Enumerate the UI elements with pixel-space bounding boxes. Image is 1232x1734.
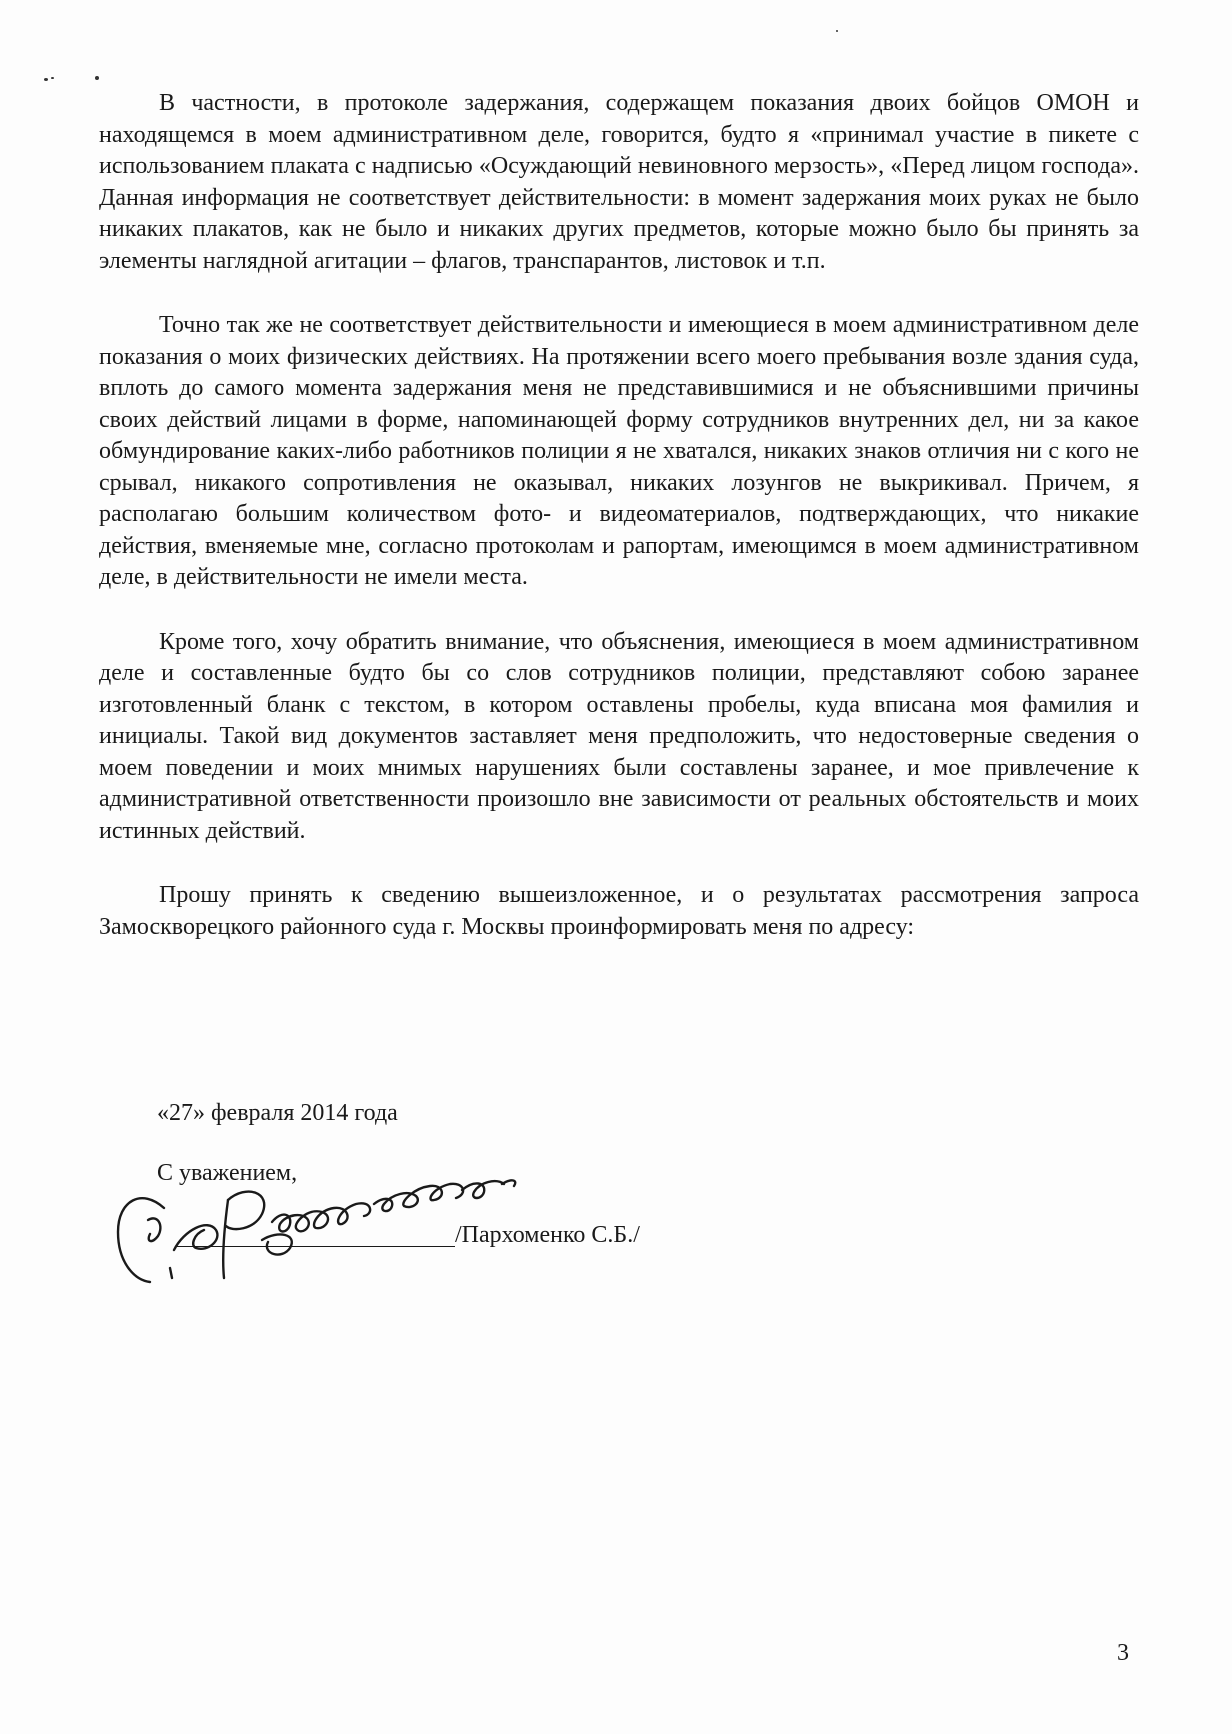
paragraph-4: Прошу принять к сведению вышеизложенное, и о результатах рассмотрения запроса Замоскворецкого районного суда г. Москвы проинформировать меня по адресу:	[99, 882, 1139, 940]
signer-name: /Пархоменко С.Б./	[455, 1222, 640, 1248]
paragraph-3: Кроме того, хочу обратить внимание, что объяснения, имеющиеся в моем административном деле и составленные будто бы со слов сотрудников полиции, представляют собою заранее изготовленный бланк с текстом, в котором оставлены пробелы, куда вписана моя фамилия и инициалы. Такой вид документов заставляет меня предположить, что недостоверные сведения о моем поведении и моих мнимых нарушениях были составлены заранее, и мое привлечение к административной ответственности произошло вне зависимости от реальных обстоятельств и моих истинных действий.	[99, 628, 1139, 844]
closing-salutation: С уважением,	[157, 1160, 298, 1186]
handwritten-signature	[112, 1170, 572, 1295]
page-number: 3	[1117, 1640, 1129, 1666]
paragraph-2: Точно так же не соответствует действительности и имеющиеся в моем административном деле показания о моих физических действиях. На протяжении всего моего пребывания возле здания суда, вплоть до самого момента задержания меня не представившимися и не объяснившими причины своих действий лицами в форме, напоминающей форму сотрудников внутренних дел, ни за какое обмундирование каких-либо работников полиции я не хватался, никаких знаков отличия ни с кого не срывал, никакого сопротивления не оказывал, никаких лозунгов не выкрикивал. Причем, я располагаю большим количеством фото- и видеоматериалов, подтверждающих, что никакие действия, вменяемые мне, согласно протоколам и рапортам, имеющимся в моем административном деле, в действительности не имели места.	[99, 312, 1139, 590]
scan-speck	[44, 78, 48, 81]
scan-speck	[95, 76, 99, 80]
scan-speck	[836, 30, 838, 32]
letter-date: «27» февраля 2014 года	[157, 1100, 398, 1126]
letter-body	[99, 88, 1139, 976]
scan-speck	[51, 77, 54, 79]
paragraph-1: В частности, в протоколе задержания, содержащем показания двоих бойцов ОМОН и находящемся в моем административном деле, говорится, будто я «принимал участие в пикете с использованием плаката с надписью «Осуждающий невиновного мерзость», «Перед лицом господа». Данная информация не соответствует действительности: в момент задержания моих руках не было никаких плакатов, как не было и никаких других предметов, которые можно было бы принять за элементы наглядной агитации – флагов, транспарантов, листовок и т.п.	[99, 90, 1139, 274]
